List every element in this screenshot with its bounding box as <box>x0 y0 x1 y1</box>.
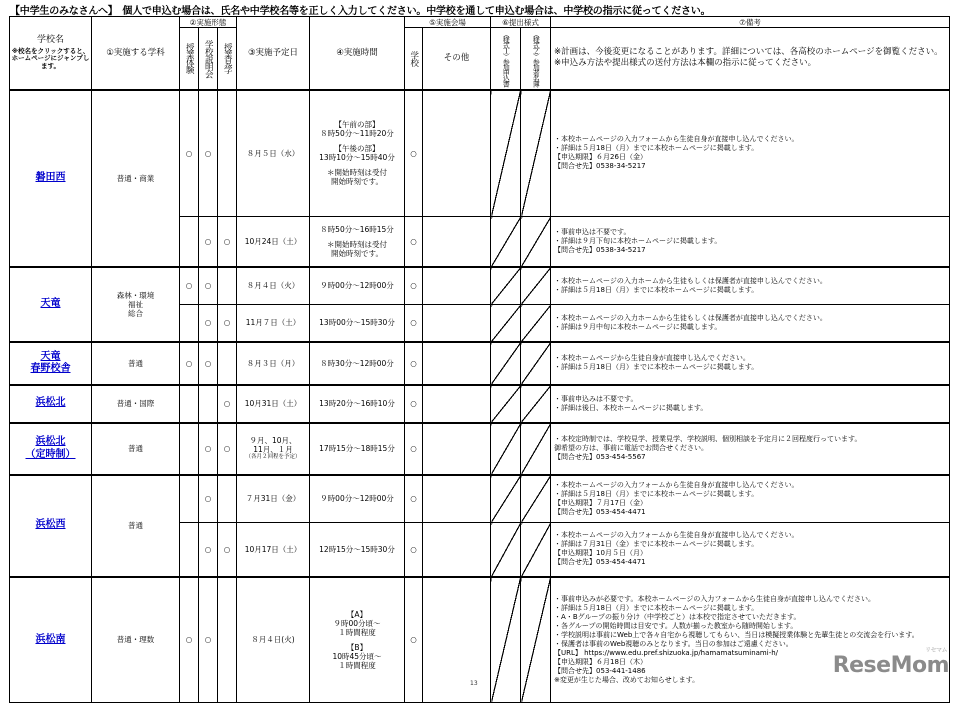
header-dept: ①実施する学科 <box>92 17 180 90</box>
form-mark-cell <box>218 90 237 217</box>
time-line: ９時00分～12時00分 <box>320 281 394 291</box>
header-venue-col: その他 <box>423 28 491 90</box>
note-line: ・事前申込みは不要です。 <box>554 394 638 403</box>
resemom-logo-text: ReseMom <box>832 653 949 678</box>
notes-cell <box>551 475 950 523</box>
note-line: 【問合せ先】0538-34-5217 <box>554 162 646 171</box>
header-form-col <box>199 28 218 90</box>
time-line: １時間程度 <box>338 660 376 670</box>
form-mark-cell: ○ <box>218 305 237 342</box>
form1-cell <box>491 217 521 267</box>
header-form-col-label: 学校説明会 <box>203 39 214 77</box>
time-line: 10時45分頃～ <box>332 651 382 661</box>
form1-cell <box>491 385 521 423</box>
venue-other-cell <box>423 305 491 342</box>
form1-cell <box>491 475 521 523</box>
time-line: 13時00分～15時30分 <box>319 318 395 328</box>
form-mark-cell: ○ <box>218 523 237 577</box>
venue-other-cell <box>423 385 491 423</box>
note-line: ・詳細は９月下旬に本校ホームページに掲載します。 <box>554 236 722 245</box>
time-line: 12時15分～15時30分 <box>319 544 395 554</box>
header-group-row <box>10 17 950 28</box>
note-line: 【URL】 https://www.edu.pref.shizuoka.jp/hamamatsuminami-h/ <box>554 648 779 657</box>
table-row <box>10 267 950 305</box>
form1-cell <box>491 342 521 385</box>
time-cell <box>310 423 405 475</box>
date-text: ８月４日(火) <box>251 635 295 645</box>
date-cell <box>237 385 310 423</box>
school-link[interactable]: 浜松北 <box>35 397 66 409</box>
date-cell <box>237 475 310 523</box>
form-mark-cell: ○ <box>199 305 218 342</box>
form2-cell <box>521 577 551 703</box>
header-form-col-label: 授業見学 <box>222 43 233 74</box>
time-cell <box>310 523 405 577</box>
header-venue-group: ⑤実施会場 <box>405 17 491 28</box>
date-cell <box>237 90 310 217</box>
form-mark-cell: ○ <box>199 423 218 475</box>
table-row <box>10 475 950 523</box>
dept-cell: 普通・理数 <box>92 577 180 703</box>
form1-cell <box>491 90 521 217</box>
time-cell <box>310 217 405 267</box>
time-cell <box>310 90 405 217</box>
note-line: ・保護者は事前のWeb視聴のみとなります。当日の参加はご遠慮ください。 <box>554 639 793 648</box>
note-line: ・詳細は５月18日（月）までに本校ホームページに掲載します。 <box>554 363 759 371</box>
time-line: ９時00分～12時00分 <box>320 494 394 504</box>
note-line: ・詳細は５月18日（月）までに本校ホームページに掲載します。 <box>554 603 759 612</box>
header-venue-col-label: 学校 <box>408 50 419 66</box>
notes-cell <box>551 217 950 267</box>
note-line: ・本校ホームページの入力フォームから生徒自身が直接申し込んでください。 <box>554 135 799 144</box>
note-line: ・詳細は７月31日（金）までに本校ホームページに掲載します。 <box>554 540 759 549</box>
table-row <box>10 342 950 385</box>
header-school-note: ※校名をクリックすると、ホームページにジャンプします。 <box>11 46 90 70</box>
school-cell <box>10 342 92 385</box>
venue-school-cell: ○ <box>405 217 423 267</box>
table-row <box>10 385 950 423</box>
dept-cell: 普通・商業 <box>92 90 180 267</box>
notes-cell <box>551 305 950 342</box>
school-link[interactable]: 天竜 春野校舎 <box>30 350 71 374</box>
venue-other-cell <box>423 90 491 217</box>
header-bikou-group: ⑦備考 <box>551 17 950 28</box>
header-school <box>10 17 92 90</box>
header-bikou-note: ※計画は、今後変更になることがあります。詳細については、各高校のホームページを御覧ください。 ※申込み方法や提出様式の送付方法は本欄の指示に従ってください。 <box>551 28 950 90</box>
time-line: 開始時刻です。 <box>331 248 383 258</box>
date-text: 11月７日（土） <box>245 318 301 328</box>
date-cell <box>237 523 310 577</box>
date-cell <box>237 217 310 267</box>
date-note: （各月２回程を予定） <box>245 454 301 461</box>
table-row <box>10 577 950 703</box>
header-time: ④実施時間 <box>310 17 405 90</box>
header-submit-col <box>521 28 551 90</box>
form2-cell <box>521 342 551 385</box>
form2-cell <box>521 475 551 523</box>
form2-cell <box>521 305 551 342</box>
note-line: ・詳細は５月18日（月）までに本校ホームページに掲載します。 <box>554 285 759 294</box>
notes-cell <box>551 423 950 475</box>
time-cell <box>310 475 405 523</box>
date-text: 10月24日（土） <box>244 236 302 246</box>
venue-school-cell: ○ <box>405 423 423 475</box>
date-cell <box>237 423 310 475</box>
note-line: ・A・Bグループの振り分け（中学校ごと）は本校で指定させていただきます。 <box>554 612 801 621</box>
school-cell <box>10 90 92 267</box>
form2-cell <box>521 523 551 577</box>
time-cell <box>310 305 405 342</box>
page-number: 13 <box>470 680 478 687</box>
note-line: ・詳細は５月18日（月）までに本校ホームページに掲載します。 <box>554 489 759 498</box>
school-cell <box>10 577 92 703</box>
venue-other-cell <box>423 475 491 523</box>
venue-other-cell <box>423 217 491 267</box>
notice-text: 【中学生のみなさんへ】 個人で申込む場合は、氏名や中学校名等を正しく入力してください。中学校を通して申込む場合は、中学校の指示に従ってください。 <box>10 6 711 17</box>
note-line: 【申込期限】６月18日（木） <box>554 657 647 666</box>
note-line: ・詳細は９月中旬に本校ホームページに掲載します。 <box>554 322 722 331</box>
form-mark-cell <box>218 342 237 385</box>
note-line: 【問合せ先】053-454-4471 <box>554 558 646 567</box>
date-cell <box>237 305 310 342</box>
venue-school-cell: ○ <box>405 90 423 217</box>
venue-other-cell <box>423 523 491 577</box>
form2-cell <box>521 90 551 217</box>
venue-school-cell: ○ <box>405 342 423 385</box>
time-cell <box>310 267 405 305</box>
note-line: 【問合せ先】053-441-1486 <box>554 666 646 675</box>
form-mark-cell: ○ <box>199 475 218 523</box>
time-cell <box>310 577 405 703</box>
note-line: ・事前申込は不要です。 <box>554 227 631 236</box>
note-line: ・学校説明は事前にWeb上で各々自宅から視聴してもらい、当日は模擬授業体験と先輩生徒との交流会を行います。 <box>554 630 919 639</box>
note-line: 【問合せ先】0538-34-5217 <box>554 245 646 254</box>
school-link[interactable]: 浜松南 <box>35 633 66 645</box>
school-link[interactable]: 浜松北 （定時制） <box>25 436 76 460</box>
venue-other-cell <box>423 577 491 703</box>
header-venue-col <box>405 28 423 90</box>
date-text: ７月31日（金） <box>245 494 301 504</box>
venue-school-cell: ○ <box>405 475 423 523</box>
notes-cell <box>551 523 950 577</box>
note-line: ・本校ホームページの入力フォームから生徒自身が直接申し込んでください。 <box>554 531 799 540</box>
form2-cell <box>521 423 551 475</box>
venue-school-cell: ○ <box>405 577 423 703</box>
table-row <box>10 90 950 217</box>
form-mark-cell: ○ <box>199 217 218 267</box>
form-mark-cell: ○ <box>199 342 218 385</box>
school-link[interactable]: 磐田西 <box>35 171 66 183</box>
form-mark-cell <box>218 475 237 523</box>
note-line: ・各グループの開始時間は目安です。人数が揃った教室から随時開始します。 <box>554 621 798 630</box>
time-line: ＊開始時刻は受付 <box>327 239 387 249</box>
note-line: ※変更が生じた場合、改めてお知らせします。 <box>554 675 700 684</box>
note-line: 【問合せ先】053-454-4471 <box>554 507 646 516</box>
form-mark-cell <box>180 385 199 423</box>
form-mark-cell <box>180 523 199 577</box>
form-mark-cell <box>180 475 199 523</box>
form-mark-cell: ○ <box>199 523 218 577</box>
form-mark-cell: ○ <box>180 267 199 305</box>
note-line: 【申込期限】10月５日（月） <box>554 549 647 558</box>
time-line: 13時10分～15時40分 <box>319 153 395 163</box>
form-mark-cell <box>180 305 199 342</box>
date-cell <box>237 577 310 703</box>
school-link[interactable]: 天竜 <box>40 297 61 309</box>
venue-school-cell: ○ <box>405 305 423 342</box>
time-line: 【B】 <box>346 642 368 652</box>
form-mark-cell: ○ <box>218 423 237 475</box>
time-cell <box>310 342 405 385</box>
form-mark-cell <box>218 577 237 703</box>
form-mark-cell <box>180 217 199 267</box>
header-form-col <box>218 28 237 90</box>
dept-cell: 普通 <box>92 342 180 385</box>
table-row <box>10 423 950 475</box>
form-mark-cell: ○ <box>199 267 218 305</box>
header-submit-col-label: （様式２）参加者名簿 <box>532 30 541 86</box>
dept-cell: 普通 <box>92 475 180 577</box>
date-text: ９月、10月、 11月、１月 <box>249 436 297 455</box>
form1-cell <box>491 267 521 305</box>
form-mark-cell: ○ <box>218 217 237 267</box>
date-text: ８月４日（火） <box>246 281 300 291</box>
note-line: ・本校ホームページの入力フォームから生徒自身が直接申し込んでください。 <box>554 480 799 489</box>
time-line: ８時50分～11時20分 <box>320 129 394 139</box>
venue-other-cell <box>423 342 491 385</box>
note-line: ・詳細は５月18日（月）までに本校ホームページに掲載します。 <box>554 144 759 153</box>
schedule-body <box>10 90 950 703</box>
dept-cell: 普通・国際 <box>92 385 180 423</box>
header-school-label: 学校名 <box>36 35 64 46</box>
form-mark-cell <box>180 423 199 475</box>
note-line: ・詳細は後日、本校ホームページに掲載します。 <box>554 403 708 412</box>
school-cell <box>10 423 92 475</box>
date-cell <box>237 267 310 305</box>
time-line: ８時50分～16時15分 <box>320 224 394 234</box>
venue-school-cell: ○ <box>405 385 423 423</box>
note-line: 御希望の方は、事前に電話でお問合せください。 <box>554 444 709 453</box>
school-link[interactable]: 浜松西 <box>35 519 66 531</box>
note-line: 【申込期限】７月17日（金） <box>554 498 647 507</box>
venue-other-cell <box>423 423 491 475</box>
form-mark-cell: ○ <box>180 577 199 703</box>
form-mark-cell <box>218 267 237 305</box>
dept-cell: 普通 <box>92 423 180 475</box>
date-text: ８月５日（水） <box>246 148 300 158</box>
form-mark-cell: ○ <box>199 577 218 703</box>
time-cell <box>310 385 405 423</box>
date-text: 10月31日（土） <box>244 399 302 408</box>
date-text: ８月３日（月） <box>246 358 300 368</box>
time-line: 【午後の部】 <box>334 144 380 154</box>
form2-cell <box>521 217 551 267</box>
form1-cell <box>491 423 521 475</box>
school-cell <box>10 267 92 342</box>
form1-cell <box>491 577 521 703</box>
notes-cell <box>551 342 950 385</box>
form-mark-cell <box>199 385 218 423</box>
form-mark-cell: ○ <box>218 385 237 423</box>
form1-cell <box>491 523 521 577</box>
notes-cell <box>551 577 950 703</box>
form-mark-cell: ○ <box>180 342 199 385</box>
time-line: ９時00分頃～ <box>333 618 381 628</box>
note-line: ・本校ホームページの入力ホームから生徒もしくは保護者が直接申し込んでください。 <box>554 276 827 285</box>
form-mark-cell: ○ <box>180 90 199 217</box>
time-line: 【A】 <box>346 609 368 619</box>
school-cell <box>10 385 92 423</box>
time-line: 13時20分～16時10分 <box>319 399 395 408</box>
venue-other-cell <box>423 267 491 305</box>
date-cell <box>237 342 310 385</box>
time-line: １時間程度 <box>338 627 376 637</box>
header-submit-col-label: （様式１）参加申込書 <box>502 30 511 86</box>
notes-cell <box>551 385 950 423</box>
time-line: ８時30分～12時00分 <box>320 358 394 368</box>
header-form-group: ②実施形態 <box>180 17 237 28</box>
note-line: 【申込期限】６月26日（金） <box>554 153 647 162</box>
dept-cell: 森林・環境 福祉 総合 <box>92 267 180 342</box>
time-line: 【午前の部】 <box>334 120 380 130</box>
resemom-logo-sub: リセマム <box>925 647 947 654</box>
header-submit-group: ⑥提出様式 <box>491 17 551 28</box>
note-line: ・事前申込みが必要です。本校ホームページの入力フォームから生徒自身が直接申し込んでください。 <box>554 594 875 603</box>
header-form-col-label: 授業体験 <box>184 43 195 74</box>
header-date: ③実施予定日 <box>237 17 310 90</box>
date-text: 10月17日（土） <box>244 544 302 554</box>
venue-school-cell: ○ <box>405 267 423 305</box>
note-line: ・本校ホームページの入力ホームから生徒もしくは保護者が直接申し込んでください。 <box>554 313 827 322</box>
time-line: ＊開始時刻は受付 <box>327 168 387 178</box>
schedule-table <box>9 16 950 703</box>
form1-cell <box>491 305 521 342</box>
notes-cell <box>551 90 950 217</box>
form2-cell <box>521 267 551 305</box>
form2-cell <box>521 385 551 423</box>
time-line: 開始時刻です。 <box>331 177 383 187</box>
venue-school-cell: ○ <box>405 523 423 577</box>
note-line: ・本校ホームページから生徒自身が直接申し込んでください。 <box>554 354 750 363</box>
time-line: 17時15分～18時15分 <box>319 444 395 453</box>
header-form-col <box>180 28 199 90</box>
note-line: 【問合せ先】053-454-5567 <box>554 452 646 461</box>
notes-cell <box>551 267 950 305</box>
note-line: ・本校定時制では、学校見学、授業見学、学校説明、個別相談を予定月に２回程度行っています。 <box>554 435 862 444</box>
school-cell <box>10 475 92 577</box>
resemom-logo <box>832 647 949 678</box>
header-submit-col <box>491 28 521 90</box>
form-mark-cell: ○ <box>199 90 218 217</box>
